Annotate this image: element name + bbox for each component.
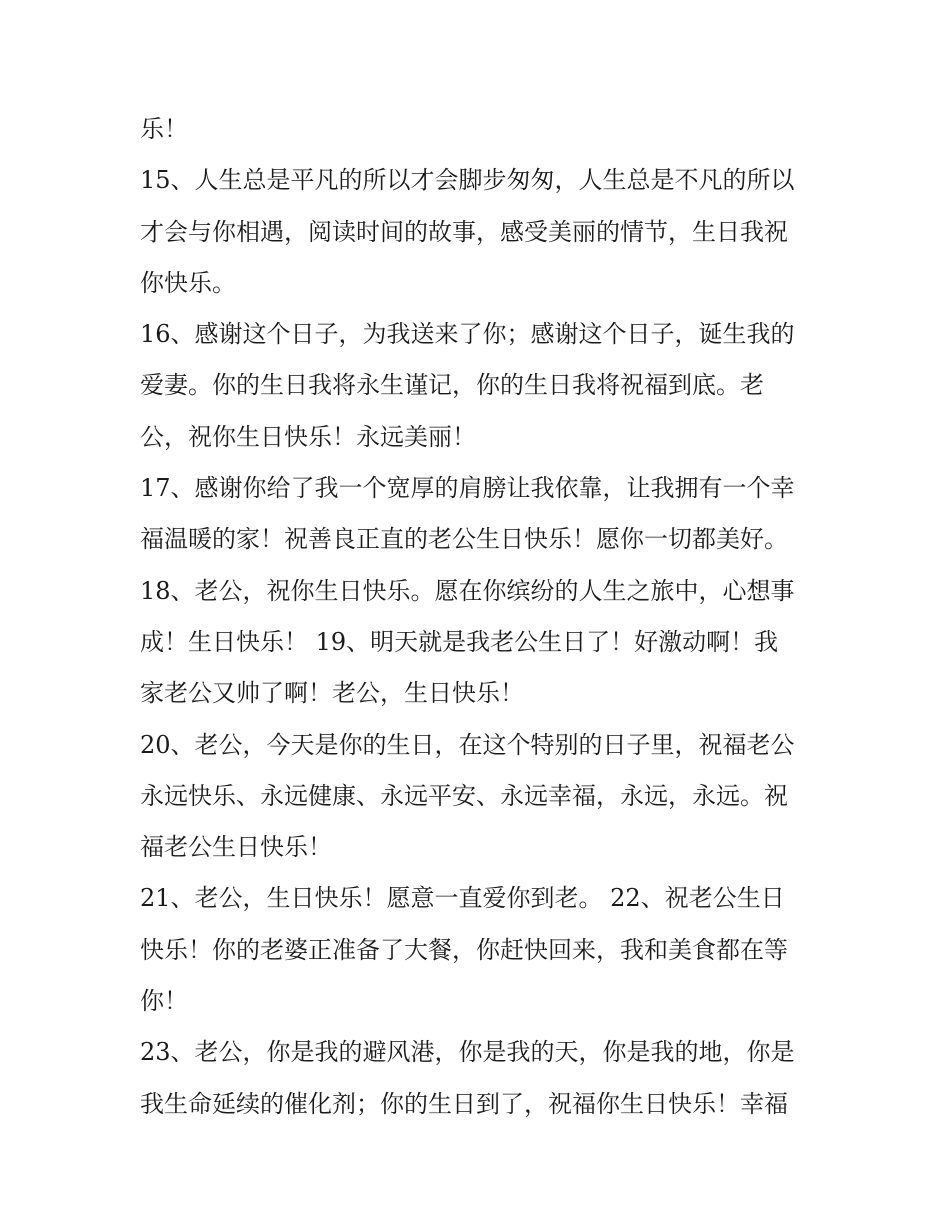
document-text	[140, 104, 820, 1130]
text-line: 16、感谢这个日子，为我送来了你；感谢这个日子，诞生我的	[140, 320, 795, 349]
text-line: 你！	[140, 987, 188, 1016]
text-line: 15、人生总是平凡的所以才会脚步匆匆，人生总是不凡的所以	[140, 166, 795, 195]
text-line: 我生命延续的催化剂；你的生日到了，祝福你生日快乐！幸福	[140, 1089, 788, 1118]
text-line: 福老公生日快乐！	[140, 833, 332, 862]
text-line: 18、老公，祝你生日快乐。愿在你缤纷的人生之旅中，心想事	[140, 576, 795, 605]
text-line: 福温暖的家！祝善良正直的老公生日快乐！愿你一切都美好。	[140, 525, 788, 554]
text-line: 爱妻。你的生日我将永生谨记，你的生日我将祝福到底。老	[140, 371, 764, 400]
text-line: 17、感谢你给了我一个宽厚的肩膀让我依靠，让我拥有一个幸	[140, 474, 795, 503]
text-line: 23、老公，你是我的避风港，你是我的天，你是我的地，你是	[140, 1038, 795, 1067]
text-line: 成！生日快乐！ 19、明天就是我老公生日了！好激动啊！我	[140, 627, 779, 656]
text-line: 乐！	[140, 115, 188, 143]
text-line: 永远快乐、永远健康、永远平安、永远幸福，永远，永远。祝	[140, 781, 788, 810]
text-line: 你快乐。	[140, 268, 236, 297]
text-line: 才会与你相遇，阅读时间的故事，感受美丽的情节，生日我祝	[140, 217, 788, 246]
text-line: 公，祝你生日快乐！永远美丽！	[140, 422, 476, 451]
text-line: 快乐！你的老婆正准备了大餐，你赶快回来，我和美食都在等	[140, 935, 788, 964]
text-line: 21、老公，生日快乐！愿意一直爱你到老。 22、祝老公生日	[140, 884, 785, 913]
text-line: 家老公又帅了啊！老公，生日快乐！	[140, 679, 524, 708]
text-line: 20、老公，今天是你的生日，在这个特别的日子里，祝福老公	[140, 730, 795, 759]
